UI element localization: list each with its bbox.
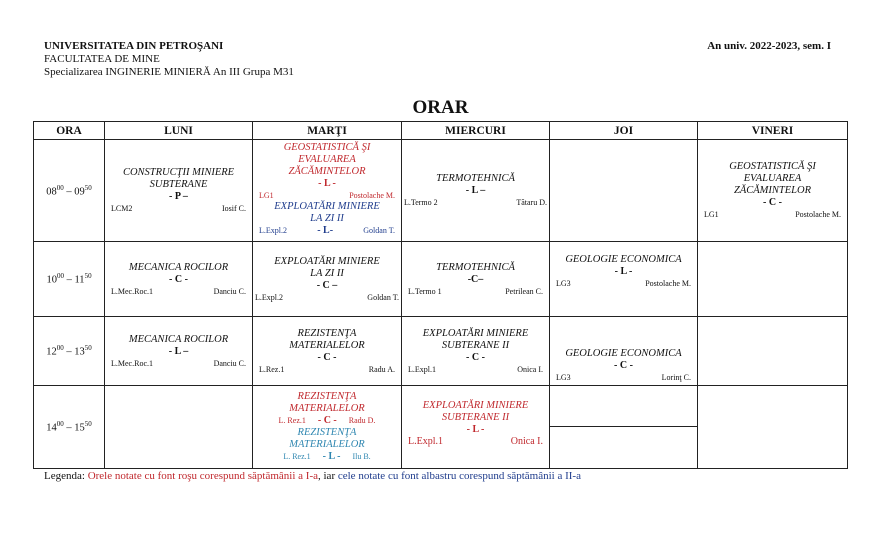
col-header-luni: LUNI	[105, 122, 253, 140]
class-type: - L-	[317, 225, 334, 236]
class-type: - C -	[169, 273, 188, 285]
class-cell	[253, 242, 402, 317]
time-slot: $14^{00} - 15^{50}$	[34, 386, 105, 469]
subject: REZISTENŢA MATERIALELOR	[289, 327, 365, 351]
class-cell	[550, 242, 698, 317]
class-cell	[253, 386, 402, 469]
room: L.Termo 2	[404, 198, 438, 207]
teacher: Ilu B.	[352, 452, 371, 461]
timetable	[33, 121, 848, 469]
subject: CONSTRUCŢII MINIERE SUBTERANE	[122, 167, 235, 190]
room: LCM2	[111, 204, 133, 213]
class-type: - L –	[168, 345, 189, 357]
teacher: Goldan T.	[367, 292, 399, 302]
teacher: Radu A.	[368, 364, 395, 374]
teacher: Danciu C.	[213, 286, 246, 296]
page-title: ORAR	[412, 97, 469, 118]
time-slot: $08^{00} - 09^{50}$	[34, 140, 105, 242]
subject: REZISTENŢA MATERIALELOR	[289, 391, 365, 414]
room: L.Mec.Roc.1	[111, 358, 153, 368]
legend-week1: Orele notate cu font roşu corespund săptămânii a I-a	[87, 470, 318, 482]
subject: GEOLOGIE ECONOMICA	[565, 348, 682, 359]
room: L.Expl.1	[408, 364, 436, 374]
teacher: Postolache M.	[795, 210, 841, 219]
teacher: Postolache M.	[349, 191, 395, 200]
class-cell	[253, 317, 402, 386]
class-type: -C–	[467, 273, 484, 285]
col-header-joi: JOI	[550, 122, 698, 140]
teacher: Lorinţ C.	[661, 373, 691, 382]
class-cell	[402, 140, 550, 242]
teacher: Onica I.	[517, 364, 543, 374]
class-type: - C -	[317, 351, 337, 363]
class-cell	[105, 140, 253, 242]
teacher: Tătaru D.	[516, 198, 547, 207]
col-header-vineri: VINERI	[698, 122, 848, 140]
class-cell	[105, 317, 253, 386]
room: L.Rez.1	[259, 364, 285, 374]
document-header	[44, 40, 294, 79]
teacher: Petrilean C.	[505, 286, 543, 296]
subject: GEOSTATISTICĂ ŞI EVALUAREA ZĂCĂMINTELOR	[729, 161, 816, 196]
class-type: - C -	[763, 197, 782, 208]
teacher: Onica I.	[510, 436, 543, 447]
room: L.Termo 1	[408, 286, 442, 296]
col-header-miercuri: MIERCURI	[402, 122, 550, 140]
teacher: Iosif C.	[222, 204, 246, 213]
room: LG3	[556, 279, 571, 288]
class-type: - L –	[465, 185, 486, 196]
header-row	[34, 122, 848, 140]
subject: TERMOTEHNICĂ	[436, 261, 515, 273]
class-cell	[402, 317, 550, 386]
col-header-marti: MARŢI	[253, 122, 402, 140]
class-cell	[550, 317, 698, 386]
time-slot: $12^{00} - 13^{50}$	[34, 317, 105, 386]
class-type: - C -	[614, 360, 633, 371]
empty-cell	[698, 317, 848, 386]
subject: EXPLOATĂRI MINIERE SUBTERANE II	[422, 400, 529, 423]
empty-cell	[550, 386, 698, 469]
subject: MECANICA ROCILOR	[128, 333, 229, 345]
room: L.Expl.2	[255, 292, 283, 302]
class-cell	[698, 140, 848, 242]
table-row	[34, 386, 848, 469]
class-type: - C -	[466, 351, 485, 363]
subject: EXPLOATĂRI MINIERE LA ZI II	[274, 201, 380, 224]
class-cell	[402, 386, 550, 469]
class-type: - C -	[317, 415, 337, 426]
room: L. Rez.1	[278, 416, 306, 425]
legend-label: Legenda:	[44, 470, 85, 482]
class-type: - L -	[318, 178, 336, 189]
faculty-name: FACULTATEA DE MINE	[44, 53, 160, 65]
room: LG1	[704, 210, 719, 219]
room: L.Expl.2	[259, 226, 287, 235]
room: L.Mec.Roc.1	[111, 286, 153, 296]
teacher: Radu D.	[348, 416, 376, 425]
teacher: Postolache M.	[645, 279, 691, 288]
class-cell	[402, 242, 550, 317]
class-cell	[253, 140, 402, 242]
class-type: - L -	[614, 266, 633, 277]
class-type: - L -	[322, 451, 341, 462]
empty-cell	[698, 242, 848, 317]
table-row	[34, 140, 848, 242]
specialization: Specializarea INGINERIE MINIERĂ An III Grupa M31	[44, 66, 294, 78]
academic-year: An univ. 2022-2023, sem. I	[707, 40, 831, 52]
room: L.Expl.1	[408, 436, 443, 447]
col-header-ora: ORA	[34, 122, 105, 140]
teacher: Danciu C.	[213, 358, 246, 368]
class-type: - L -	[466, 424, 485, 435]
room: L. Rez.1	[283, 452, 311, 461]
subject: EXPLOATĂRI MINIERE SUBTERANE II	[422, 327, 529, 351]
room: LG3	[556, 373, 571, 382]
teacher: Goldan T.	[363, 226, 395, 235]
class-cell	[105, 242, 253, 317]
subject: TERMOTEHNICĂ	[436, 173, 515, 184]
subject: EXPLOATĂRI MINIERE LA ZI II	[274, 255, 380, 279]
empty-cell	[698, 386, 848, 469]
subject: REZISTENŢA MATERIALELOR	[289, 427, 365, 450]
subject: MECANICA ROCILOR	[128, 261, 229, 273]
empty-cell	[550, 140, 698, 242]
university-name: UNIVERSITATEA DIN PETROŞANI	[44, 40, 224, 52]
empty-cell	[105, 386, 253, 469]
subject: GEOSTATISTICĂ ŞI EVALUAREA ZĂCĂMINTELOR	[283, 142, 371, 177]
class-type: - P –	[169, 191, 188, 202]
class-type: - C –	[316, 279, 338, 291]
legend	[44, 470, 581, 482]
table-row	[34, 317, 848, 386]
legend-week2: cele notate cu font albastru corespund săptămânii a II-a	[337, 470, 581, 482]
room: LG1	[259, 191, 274, 200]
table-row	[34, 242, 848, 317]
time-slot: $10^{00} - 11^{50}$	[34, 242, 105, 317]
subject: GEOLOGIE ECONOMICA	[565, 254, 682, 265]
legend-middle: , iar	[318, 470, 336, 482]
